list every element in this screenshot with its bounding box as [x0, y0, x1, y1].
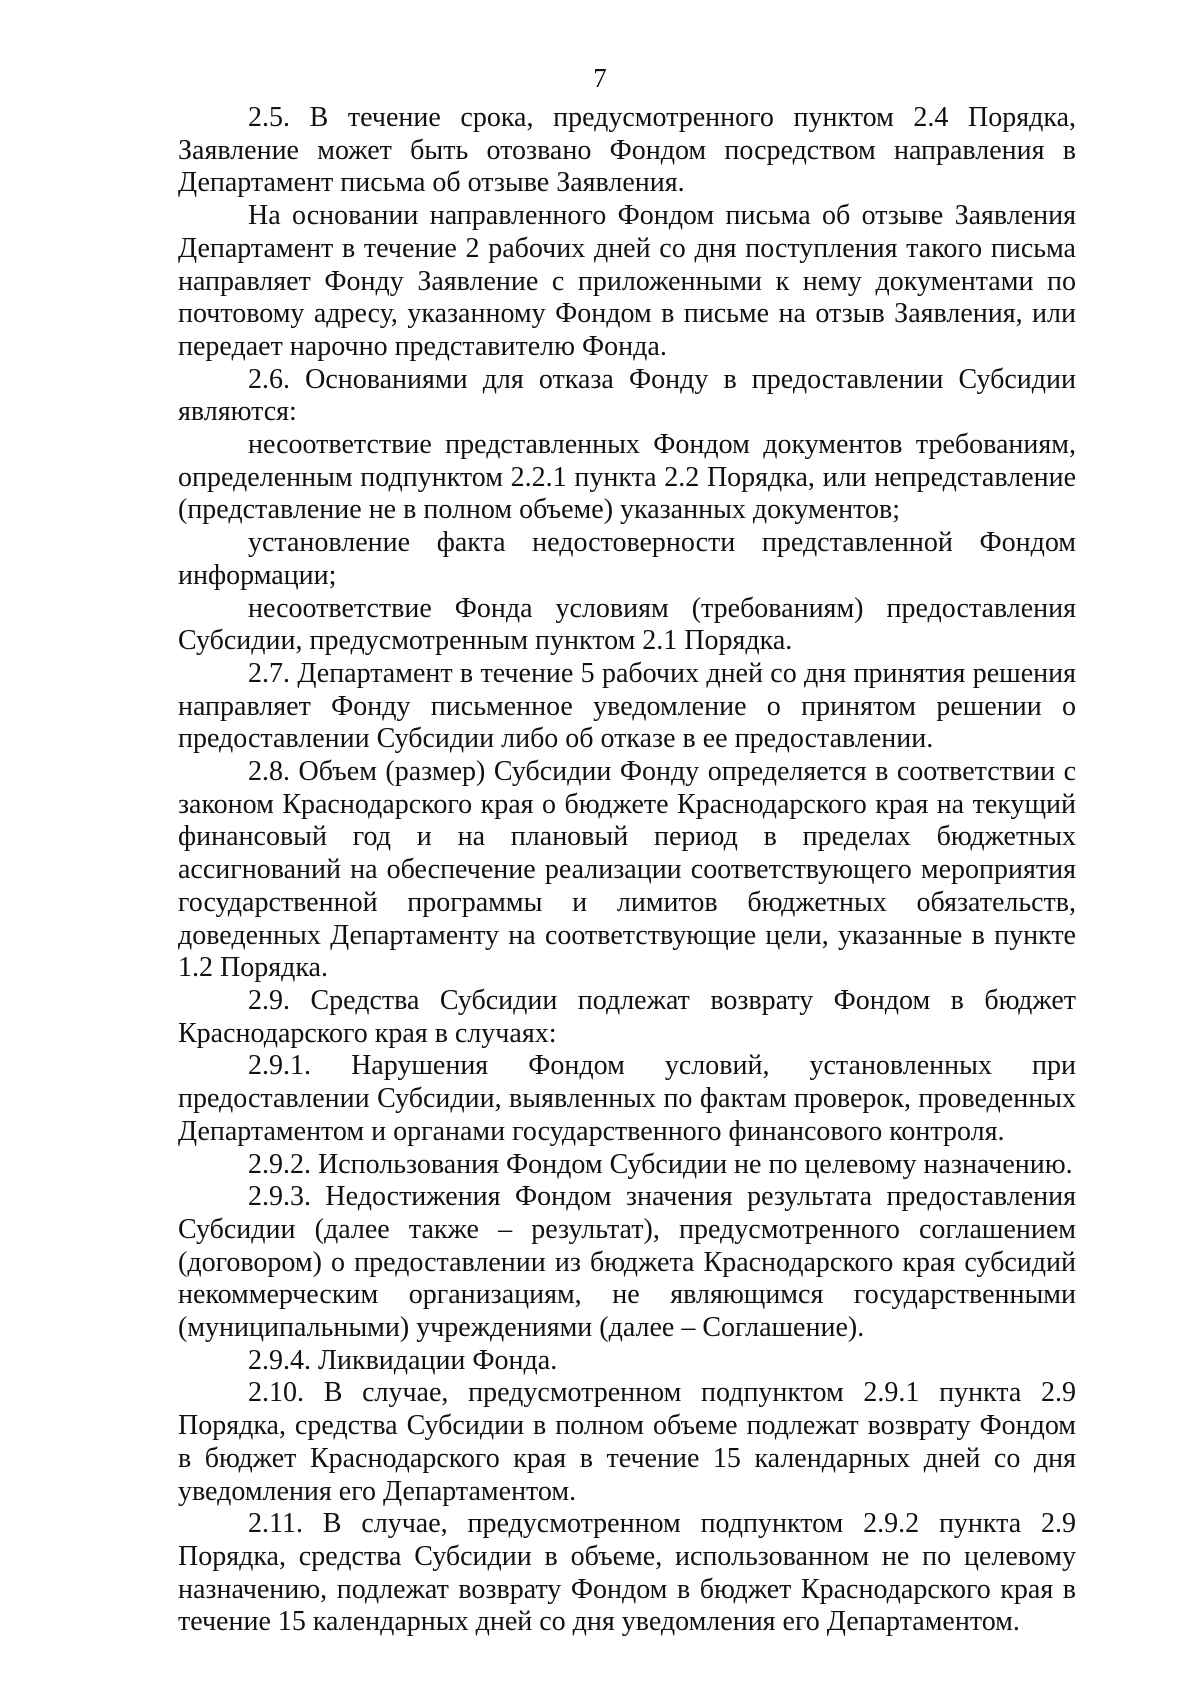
page-number: 7: [593, 63, 607, 93]
paragraph-2-8: 2.8. Объем (размер) Субсидии Фонду определяется в соответствии с законом Краснодарского края о бюджете Краснодарского края на текущий финансовый год и на плановый период в пределах бюджетных ассигнований на обеспечение реализации соответствующего мероприятия государственной программы и лимитов бюджетных обязательств, доведенных Департаменту на соответствующие цели, указанные в пункте 1.2 Порядка.: [178, 756, 1076, 984]
paragraph-2-9-1: 2.9.1. Нарушения Фондом условий, установленных при предоставлении Субсидии, выявленных по фактам проверок, проведенных Департаментом и органами государственного финансового контроля.: [178, 1050, 1076, 1147]
paragraph-2-11: 2.11. В случае, предусмотренном подпунктом 2.9.2 пункта 2.9 Порядка, средства Субсидии в объеме, использованном не по целевому назначению, подлежат возврату Фондом в бюджет Краснодарского края в течение 15 календарных дней со дня уведомления его Департаментом.: [178, 1508, 1076, 1638]
paragraph-2-9-3: 2.9.3. Недостижения Фондом значения результата предоставления Субсидии (далее также – результат), предусмотренного соглашением (договором) о предоставлении из бюджета Краснодарского края субсидий некоммерческим организациям, не являющимся государственными (муниципальными) учреждениями (далее – Соглашение).: [178, 1181, 1076, 1344]
paragraph-2-9-4: 2.9.4. Ликвидации Фонда.: [248, 1344, 558, 1376]
paragraph-refusal-ground-3: несоответствие Фонда условиям (требованиям) предоставления Субсидии, предусмотренным пунктом 2.1 Порядка.: [178, 592, 1076, 657]
paragraph-refusal-ground-2: установление факта недостоверности представленной Фондом информации;: [178, 527, 1076, 591]
document-body: [178, 102, 1076, 1639]
paragraph-2-9-2: 2.9.2. Использования Фондом Субсидии не по целевому назначению.: [248, 1148, 1073, 1180]
paragraph-2-6: 2.6. Основаниями для отказа Фонду в предоставлении Субсидии являются:: [178, 363, 1076, 428]
paragraph-2-10: 2.10. В случае, предусмотренном подпунктом 2.9.1 пункта 2.9 Порядка, средства Субсидии в полном объеме подлежат возврату Фондом в бюджет Краснодарского края в течение 15 календарных дней со дня уведомления его Департаментом.: [178, 1377, 1076, 1507]
paragraph-refusal-ground-1: несоответствие представленных Фондом документов требованиям, определенным подпунктом 2.2.1 пункта 2.2 Порядка, или непредставление (представление не в полном объеме) указанных документов;: [178, 429, 1076, 526]
paragraph-2-9: 2.9. Средства Субсидии подлежат возврату Фондом в бюджет Краснодарского края в случаях:: [178, 984, 1076, 1049]
paragraph-2-5: 2.5. В течение срока, предусмотренного пунктом 2.4 Порядка, Заявление может быть отозвано Фондом посредством направления в Департамент письма об отзыве Заявления.: [178, 102, 1076, 199]
paragraph-2-7: 2.7. Департамент в течение 5 рабочих дней со дня принятия решения направляет Фонду письменное уведомление о принятом решении о предоставлении Субсидии либо об отказе в ее предоставлении.: [178, 657, 1076, 755]
paragraph-withdrawal-return: На основании направленного Фондом письма об отзыве Заявления Департамент в течение 2 рабочих дней со дня поступления такого письма направляет Фонду Заявление с приложенными к нему документами по почтовому адресу, указанному Фондом в письме на отзыв Заявления, или передает нарочно представителю Фонда.: [178, 200, 1076, 362]
